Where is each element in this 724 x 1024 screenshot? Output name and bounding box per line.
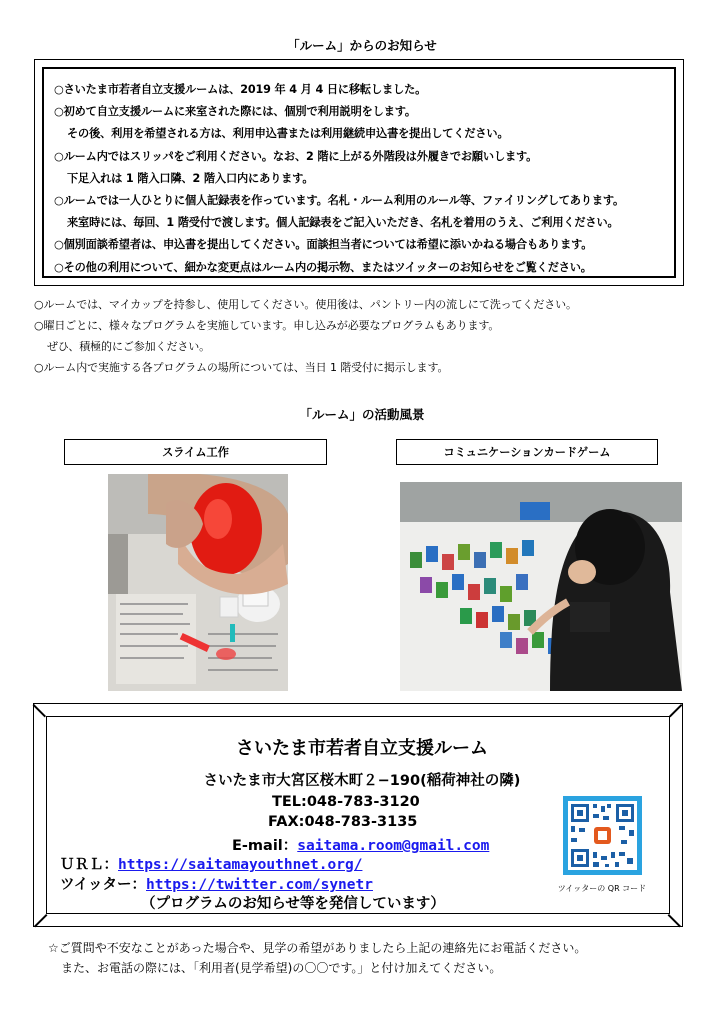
twitter-label: ツイッター： [60, 877, 146, 893]
email-link[interactable]: saitama.room@gmail.com [297, 838, 490, 854]
slime-photo [108, 474, 288, 691]
notice-line: ○ルームでは一人ひとりに個人記録表を作っています。名札・ルーム利用のルール等、ファイリングしてあります。 [54, 194, 625, 208]
extra-line: ○ルームでは、マイカップを持参し、使用してください。使用後は、パントリー内の流しにて洗ってください。 [34, 298, 577, 311]
url-row [60, 853, 362, 874]
extra-line: ○ルーム内で実施する各プログラムの場所については、当日 1 階受付に掲示します。 [34, 361, 449, 374]
tel-number: TEL:048-783-3120 [272, 794, 420, 810]
notice-line: ○ルーム内ではスリッパをご利用ください。なお、2 階に上がる外階段は外履きでお願いします。 [54, 149, 538, 163]
slime-caption [64, 439, 327, 465]
footer-line: また、お電話の際には、「利用者(見学希望)の〇〇です。」と付け加えてください。 [61, 961, 502, 975]
notice-line: ○その他の利用について、細かな変更点はルーム内の掲示物、またはツイッターのお知らせをご覧ください。 [54, 260, 592, 274]
card-game-caption [396, 439, 658, 465]
extra-line: ぜひ、積極的にご参加ください。 [47, 340, 211, 353]
room-address: さいたま市大宮区桜木町２−190(稲荷神社の隣) [203, 773, 521, 789]
notice-title: 「ルーム」からのお知らせ [287, 38, 437, 53]
notice-line: 下足入れは 1 階入口隣、2 階入口内にあります。 [67, 171, 314, 185]
twitter-link[interactable]: https://twitter.com/synetr [146, 877, 373, 893]
footer-line: ☆ご質問や不安なことがあった場合や、見学の希望がありましたら上記の連絡先にお電話ください。 [48, 941, 587, 955]
email-label: E-mail： [232, 838, 298, 854]
qr-caption: ツイッターの QR コード [557, 884, 647, 893]
twitter-row [60, 873, 373, 894]
notice-line: その後、利用を希望される方は、利用申込書または利用継続申込書を提出してください。 [67, 127, 509, 141]
card-game-photo [400, 482, 682, 691]
slime-caption-label: スライム工作 [162, 446, 229, 459]
card-game-caption-label: コミュニケーションカードゲーム [443, 446, 611, 459]
fax-number: FAX:048-783-3135 [268, 814, 418, 830]
notice-line: 来室時には、毎回、1 階受付で渡します。個人記録表をご記入いただき、名札を着用のうえ、ご利用ください。 [67, 216, 619, 230]
notice-line: ○さいたま市若者自立支援ルームは、2019 年 4 月 4 日に移転しました。 [54, 83, 427, 96]
activities-title: 「ルーム」の活動風景 [299, 407, 425, 422]
qr-code-icon[interactable] [563, 796, 642, 875]
extra-line: ○曜日ごとに、様々なプログラムを実施しています。申し込みが必要なプログラムもあります。 [34, 319, 500, 332]
notice-box [42, 67, 676, 278]
website-link[interactable]: https://saitamayouthnet.org/ [118, 857, 363, 873]
email-row [232, 834, 489, 855]
url-label: ＵＲＬ： [60, 857, 118, 873]
notice-line: ○初めて自立支援ルームに来室された際には、個別で利用説明をします。 [54, 105, 416, 119]
room-name: さいたま市若者自立支援ルーム [236, 738, 488, 759]
twitter-note: （プログラムのお知らせ等を発信しています） [141, 896, 445, 912]
notice-line: ○個別面談希望者は、申込書を提出してください。面談担当者については希望に添いかねる場合もあります。 [54, 238, 593, 252]
